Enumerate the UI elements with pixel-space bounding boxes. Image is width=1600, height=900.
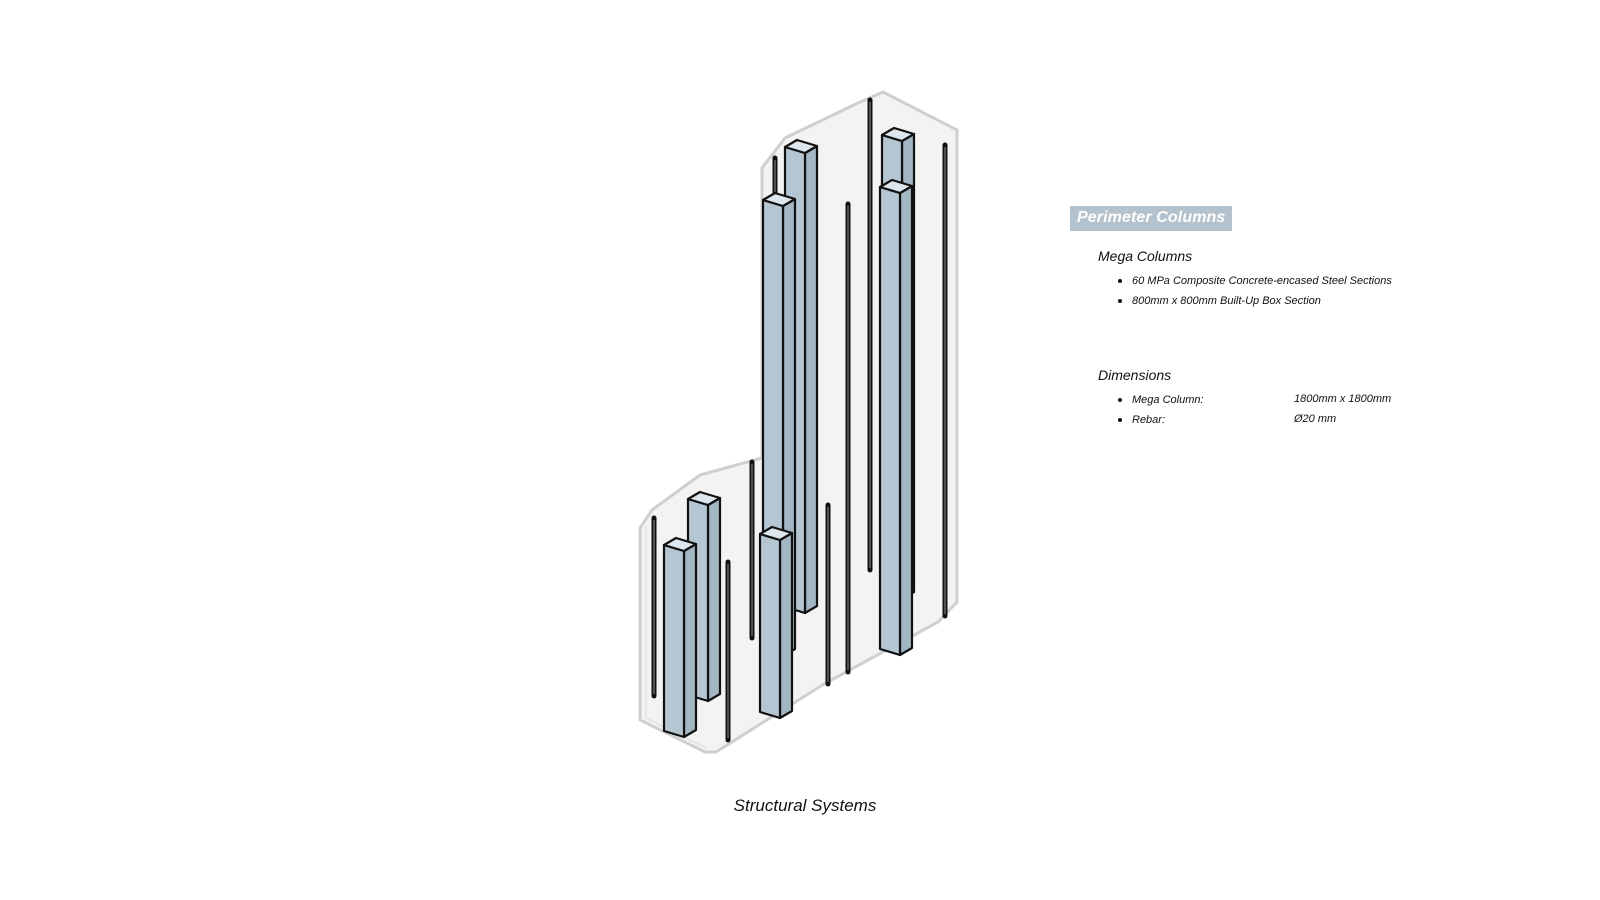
dimension-label: Mega Column: bbox=[1132, 394, 1204, 406]
mega-column-side bbox=[684, 544, 696, 737]
mega-column-side bbox=[708, 498, 720, 701]
mega-column-side bbox=[780, 533, 792, 718]
mega-column-front bbox=[664, 545, 684, 737]
list-item: 60 MPa Composite Concrete-encased Steel Sections bbox=[1116, 274, 1392, 294]
panel-title: Perimeter Columns bbox=[1070, 206, 1232, 231]
mega-columns-list bbox=[1116, 274, 1392, 314]
mega-column-side bbox=[805, 146, 817, 613]
dimension-value: Ø20 mm bbox=[1294, 413, 1337, 425]
diagram-caption: Structural Systems bbox=[733, 796, 877, 815]
dimension-value: 1800mm x 1800mm bbox=[1294, 393, 1392, 405]
dimensions-heading: Dimensions bbox=[1098, 367, 1172, 383]
mega-column-front bbox=[760, 534, 780, 718]
info-panel bbox=[1070, 206, 1500, 426]
dimensions-list bbox=[1116, 393, 1392, 433]
mega-column-side bbox=[900, 186, 912, 655]
dimension-label: Rebar: bbox=[1132, 414, 1166, 426]
mega-column-front bbox=[880, 187, 900, 655]
mega-columns-heading: Mega Columns bbox=[1098, 248, 1193, 264]
dimension-row-mega-column bbox=[1116, 393, 1392, 413]
list-item: 800mm x 800mm Built-Up Box Section bbox=[1116, 294, 1392, 314]
dimension-row-rebar bbox=[1116, 413, 1337, 433]
